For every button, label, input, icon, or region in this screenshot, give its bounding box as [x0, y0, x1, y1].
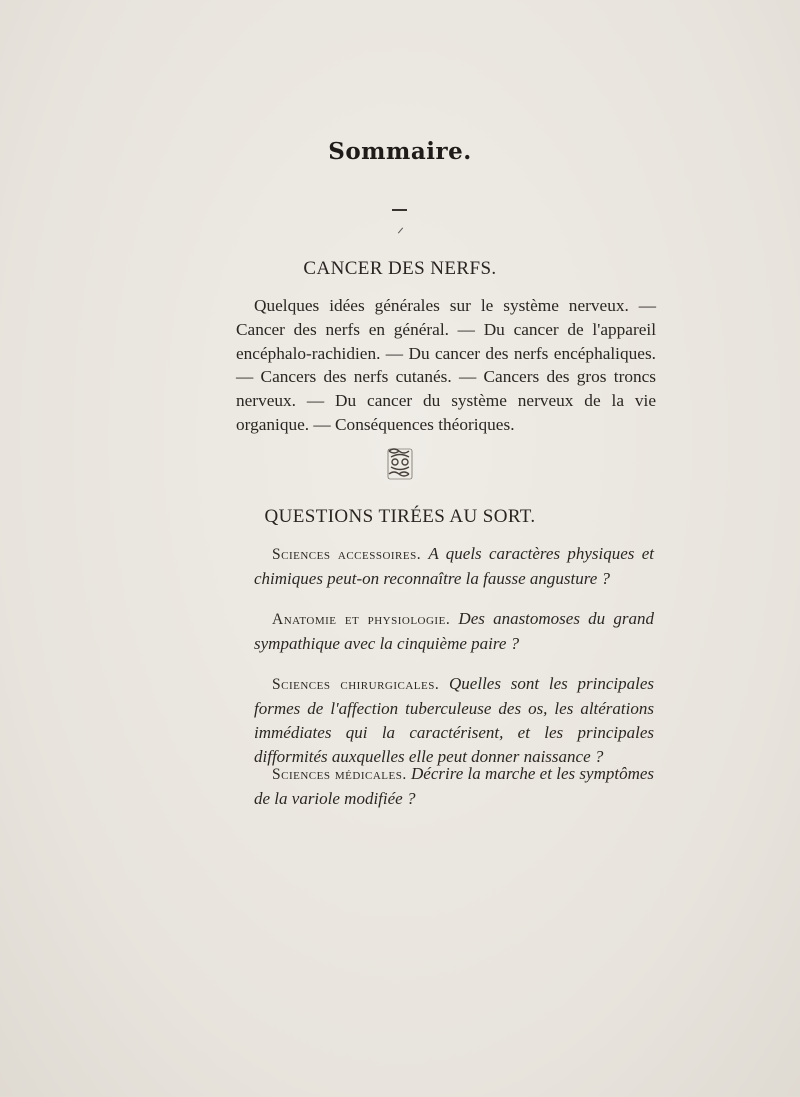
section-heading: CANCER DES NERFS. [303, 258, 497, 279]
question-text: Décrire la marche et les symptômes de la variole modifiée ? [254, 764, 655, 808]
question-subject: Sciences chirurgicales. [272, 676, 440, 693]
question-item [254, 672, 654, 769]
summary-paragraph: Quelques idées générales sur le système nerveux. — Cancer des nerfs en général. — Du cancer de l'appareil encéphalo-rachidien. — Du cancer des nerfs encéphaliques. — Cancers des nerfs cutanés. — Cancers des gros troncs nerveux. — Du cancer du système nerveux de la vie organique. — Conséquences théoriques. [236, 296, 656, 434]
questions-heading: QUESTIONS TIRÉES AU SORT. [264, 506, 536, 527]
question-text: A quels caractères physiques et chimiques peut-on reconnaître la fausse angusture ? [254, 544, 654, 588]
page-title: Sommaire. [328, 138, 472, 165]
question-item [254, 607, 654, 656]
question-subject: Sciences médicales. [272, 766, 407, 783]
question-item [254, 762, 654, 811]
title-rule [392, 209, 407, 211]
stray-mark [398, 227, 403, 233]
question-text: Quelles sont les principales formes de l'affection tuberculeuse des os, les altérations immédiates qui la caractérisent, et les principales difformités auxquelles elle peut donner naissance ? [254, 674, 655, 766]
question-subject: Sciences accessoires. [272, 546, 422, 563]
question-subject: Anatomie et physiologie. [272, 611, 451, 628]
fleuron-ornament-icon [385, 447, 415, 481]
question-text: Des anastomoses du grand sympathique avec la cinquième paire ? [254, 609, 655, 653]
question-item [254, 542, 654, 591]
